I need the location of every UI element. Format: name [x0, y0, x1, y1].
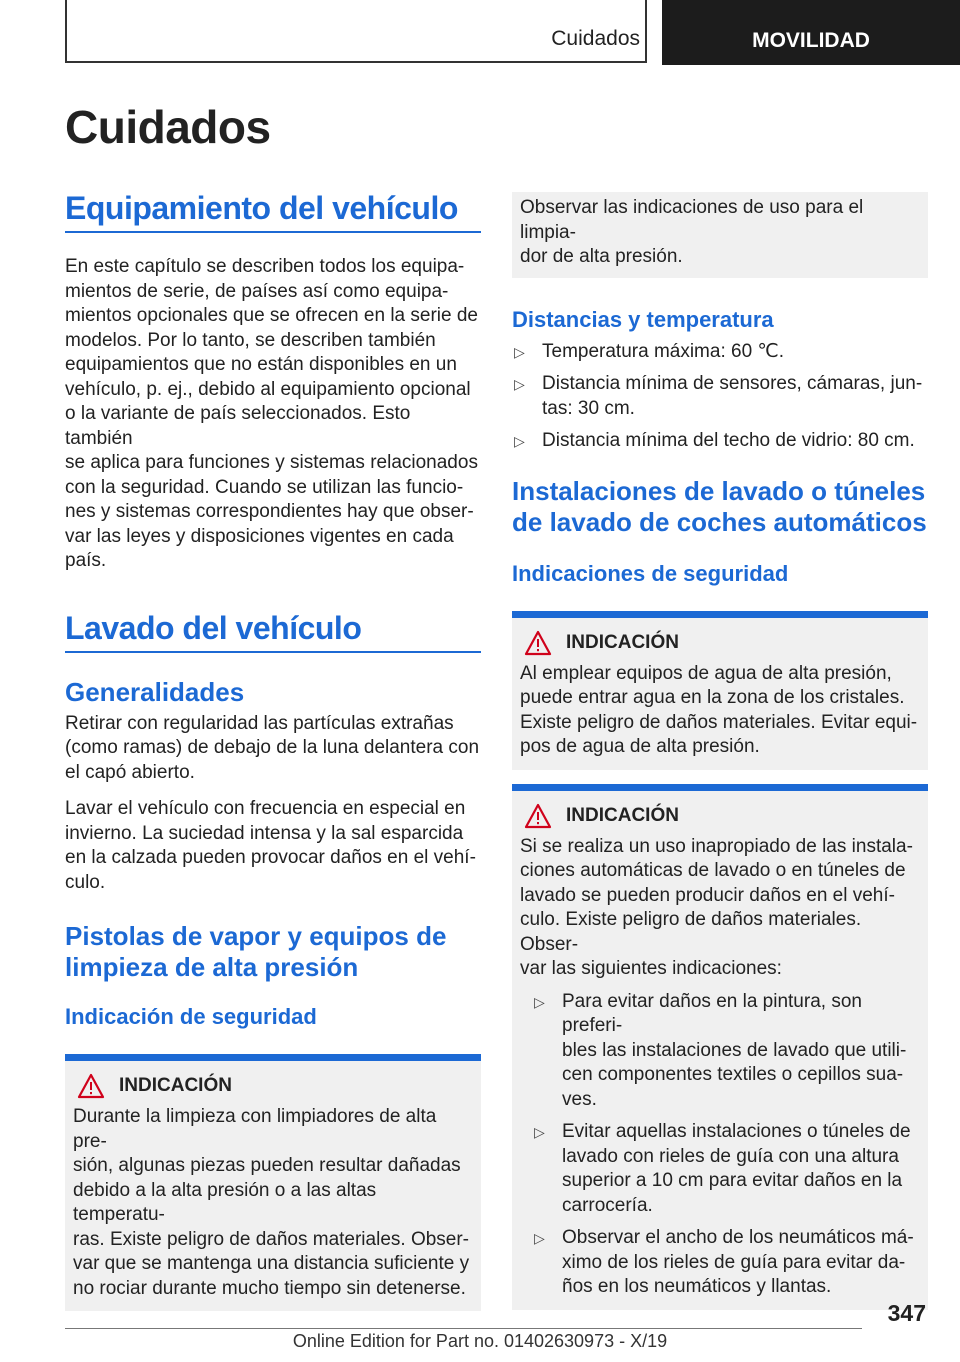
bullet-triangle-icon: ▷: [534, 1124, 545, 1140]
note-title: INDICACIÓN: [119, 1075, 232, 1096]
heading-generalidades: Generalidades: [65, 676, 245, 707]
heading-distancias: Distancias y temperatura: [512, 306, 774, 332]
paragraph-equipamiento: En este capítulo se describen todos los equipa- mientos de serie, de países así como equipa- mientos opcionales que se ofrecen en la serie de modelos. Por lo tanto, se describen también equipamientos que no están disponibles en un vehículo, p. ej., debido al equipamiento opcional o la variante de país seleccionados. Esto también se aplica para funciones y sistemas relacionados con la seguridad. Cuando se utilizan las funcio- nes y sistemas correspondientes hay que obser- var las leyes y disposiciones vigentes en cada país.: [65, 256, 478, 571]
list-item: ▷ Para evitar daños en la pintura, son preferi- bles las instalaciones de lavado que utili- cen componentes textiles o cepillos sua- ves.: [534, 990, 907, 1110]
paragraph-generalidades-2: Lavar el vehículo con frecuencia en especial en invierno. La suciedad intensa y la sal esparcida en la calzada pueden provocar daños en el vehí- culo.: [65, 798, 476, 893]
list-item: ▷ Observar el ancho de los neumáticos má- ximo de los rieles de guía para evitar da- ños en los neumáticos y llantas.: [534, 1227, 914, 1297]
note-header: [73, 1071, 473, 1101]
list-item: ▷ Temperatura máxima: 60 ℃.: [512, 340, 928, 365]
heading-lavado: Lavado del vehículo: [65, 610, 481, 653]
bullet-triangle-icon: ▷: [534, 1230, 545, 1246]
info-box: [512, 192, 928, 278]
note-text: Si se realiza un uso inapropiado de las instala- ciones automáticas de lavado o en túneles de lavado se pueden producir daños en el vehí- culo. Existe peligro de daños materiales. Obser- var las siguientes indicaciones:: [520, 835, 913, 979]
list-item: ▷ Distancia mínima de sensores, cámaras, jun- tas: 30 cm.: [514, 373, 923, 419]
info-text: Observar las indicaciones de uso para el limpia- dor de alta presión.: [520, 197, 864, 267]
safety-note-2: [512, 784, 928, 1310]
note-text: Durante la limpieza con limpiadores de alta pre- sión, algunas piezas pueden resultar dañadas debido a la alta presión o a las altas temperatu- ras. Existe peligro de daños materiales. Obser- var que se mantenga una distancia suficiente y no rociar durante mucho tiempo sin detenerse.: [73, 1106, 470, 1299]
page-number: 347: [887, 1300, 926, 1326]
page-title: Cuidados: [65, 101, 271, 153]
right-column: [512, 192, 928, 1310]
warning-triangle-icon: [524, 630, 552, 656]
safety-note: [65, 1054, 481, 1311]
note-header: [520, 628, 920, 658]
heading-instalaciones: Instalaciones de lavado o túneles de lavado de coches automáticos: [512, 475, 927, 537]
heading-indicacion-seguridad: Indicación de seguridad: [65, 1004, 317, 1029]
paragraph-generalidades-1: Retirar con regularidad las partículas extrañas (como ramas) de debajo de la luna delantera con el capó abierto.: [65, 712, 480, 783]
heading-pistolas: Pistolas de vapor y equipos de limpieza de alta presión: [65, 921, 447, 982]
header-section-tab: MOVILIDAD: [662, 0, 960, 65]
footer-edition-text: Online Edition for Part no. 01402630973 - X/19: [292, 1331, 668, 1351]
bullet-triangle-icon: ▷: [514, 433, 525, 449]
heading-equipamiento: Equipamiento del vehículo: [65, 190, 481, 233]
note-list: [520, 990, 920, 1300]
note-title: INDICACIÓN: [566, 804, 679, 826]
warning-triangle-icon: [77, 1073, 105, 1099]
safety-note-1: [512, 611, 928, 770]
footer-divider: [65, 1328, 862, 1329]
list-item: ▷ Evitar aquellas instalaciones o túneles de lavado con rieles de guía con una altura superior a 10 cm para evitar daños en la carrocería.: [534, 1121, 911, 1216]
bullet-triangle-icon: ▷: [514, 376, 525, 392]
distances-list: [512, 340, 928, 454]
left-column: [65, 190, 481, 1311]
note-title: INDICACIÓN: [566, 631, 679, 653]
header-section-label: Cuidados: [551, 27, 640, 50]
note-header: [520, 801, 920, 831]
note-text: Al emplear equipos de agua de alta presión, puede entrar agua en la zona de los cristales. Existe peligro de daños materiales. Evitar equi- pos de agua de alta presión.: [520, 662, 918, 757]
bullet-triangle-icon: ▷: [514, 343, 525, 360]
heading-indicaciones-seguridad: Indicaciones de seguridad: [512, 560, 789, 586]
list-item: ▷ Distancia mínima del techo de vidrio: 80 cm.: [512, 429, 928, 454]
warning-triangle-icon: [524, 803, 552, 829]
bullet-triangle-icon: ▷: [534, 993, 545, 1010]
